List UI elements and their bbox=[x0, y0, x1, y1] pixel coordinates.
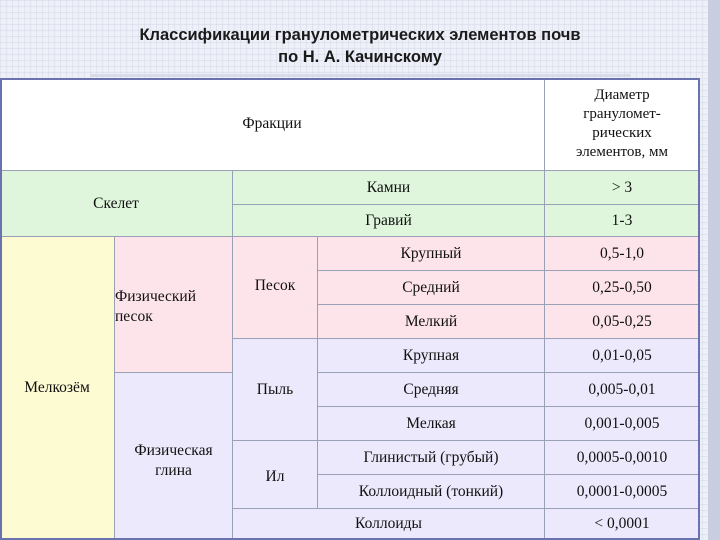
title-line-2: по Н. А. Качинскому bbox=[278, 48, 442, 66]
page-title bbox=[0, 24, 720, 68]
diameter-stones: > 3 bbox=[545, 171, 700, 205]
diameter-clay-coarse: 0,0005-0,0010 bbox=[545, 441, 700, 475]
decorative-side-stripe bbox=[708, 0, 720, 540]
title-divider bbox=[90, 74, 630, 77]
fraction-stones: Камни bbox=[233, 171, 545, 205]
physical-clay-line-2: глина bbox=[155, 462, 192, 479]
diameter-silt-fine: 0,001-0,005 bbox=[545, 407, 700, 441]
physical-clay-label bbox=[115, 373, 233, 540]
physical-sand-label bbox=[115, 237, 233, 373]
diameter-gravel: 1-3 bbox=[545, 205, 700, 237]
fraction-clay-coarse: Глинистый (грубый) bbox=[318, 441, 545, 475]
header-diameter-line-4: элементов, мм bbox=[576, 144, 668, 160]
header-fractions: Фракции bbox=[0, 78, 545, 171]
fine-earth-label: Мелкозём bbox=[0, 237, 115, 540]
header-diameter-line-3: рических bbox=[592, 125, 652, 141]
fraction-sand-fine: Мелкий bbox=[318, 305, 545, 339]
diameter-silt-medium: 0,005-0,01 bbox=[545, 373, 700, 407]
title-line-1: Классификации гранулометрических элементов почв bbox=[139, 26, 581, 44]
header-diameter bbox=[545, 78, 700, 171]
physical-sand-line-2: песок bbox=[115, 308, 153, 325]
diameter-colloids: < 0,0001 bbox=[545, 509, 700, 540]
silt-label: Пыль bbox=[233, 339, 318, 441]
fraction-sand-medium: Средний bbox=[318, 271, 545, 305]
fraction-clay-fine: Коллоидный (тонкий) bbox=[318, 475, 545, 509]
diameter-sand-medium: 0,25-0,50 bbox=[545, 271, 700, 305]
header-diameter-line-2: грануломет- bbox=[583, 106, 661, 122]
header-diameter-line-1: Диаметр bbox=[594, 87, 650, 103]
physical-sand-line-1: Физический bbox=[115, 288, 197, 305]
fraction-colloids: Коллоиды bbox=[233, 509, 545, 540]
fraction-silt-medium: Средняя bbox=[318, 373, 545, 407]
diameter-silt-coarse: 0,01-0,05 bbox=[545, 339, 700, 373]
fraction-sand-coarse: Крупный bbox=[318, 237, 545, 271]
fraction-gravel: Гравий bbox=[233, 205, 545, 237]
diameter-sand-coarse: 0,5-1,0 bbox=[545, 237, 700, 271]
clay-label: Ил bbox=[233, 441, 318, 509]
fraction-silt-coarse: Крупная bbox=[318, 339, 545, 373]
fraction-silt-fine: Мелкая bbox=[318, 407, 545, 441]
diameter-clay-fine: 0,0001-0,0005 bbox=[545, 475, 700, 509]
diameter-sand-fine: 0,05-0,25 bbox=[545, 305, 700, 339]
physical-clay-line-1: Физическая bbox=[134, 442, 213, 459]
skeleton-label: Скелет bbox=[0, 171, 233, 237]
sand-label: Песок bbox=[233, 237, 318, 339]
